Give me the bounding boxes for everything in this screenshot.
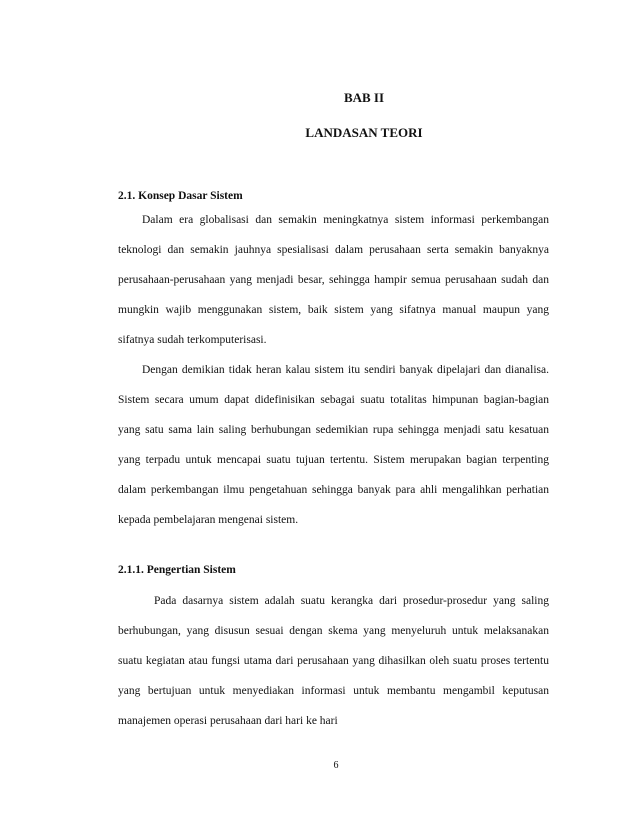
section-heading-pengertian-sistem: 2.1.1. Pengertian Sistem [118, 564, 236, 576]
chapter-title: LANDASAN TEORI [305, 125, 423, 140]
page-number: 6 [333, 760, 339, 771]
paragraph: Dengan demikian tidak heran kalau sistem itu sendiri banyak dipelajari dan dianalisa. Sistem secara umum dapat didefinisikan sebagai suatu totalitas himpunan bagian-bagian yang satu sama lain saling berhubungan sedemikian rupa sehingga menjadi satu kesatuan yang terpadu untuk mencapai suatu tujuan tertentu. Sistem merupakan bagian terpenting dalam perkembangan ilmu pengetahuan sehingga banyak para ahli mengalihkan perhatian kepada pembelajaran mengenai sistem. [118, 364, 549, 526]
section-heading-konsep-dasar-sistem: 2.1. Konsep Dasar Sistem [118, 190, 243, 202]
paragraph: Dalam era globalisasi dan semakin meningkatnya sistem informasi perkembangan teknologi dan semakin jauhnya spesialisasi dalam perusahaan serta semakin banyaknya perusahaan-perusahaan yang menjadi besar, sehingga hampir semua perusahaan sudah dan mungkin wajib menggunakan sistem, baik sistem yang sifatnya manual maupun yang sifatnya sudah terkomputerisasi. [118, 214, 549, 346]
section-body-konsep-dasar-sistem [118, 205, 549, 535]
section-body-pengertian-sistem [118, 586, 549, 736]
paragraph: Pada dasarnya sistem adalah suatu kerangka dari prosedur-prosedur yang saling berhubungan, yang disusun sesuai dengan skema yang menyeluruh untuk melaksanakan suatu kegiatan atau fungsi utama dari perusahaan yang dihasilkan oleh suatu proses tertentu yang bertujuan untuk menyediakan informasi untuk membantu mengambil keputusan manajemen operasi perusahaan dari hari ke hari [118, 595, 549, 727]
chapter-heading: BAB II [343, 90, 385, 105]
